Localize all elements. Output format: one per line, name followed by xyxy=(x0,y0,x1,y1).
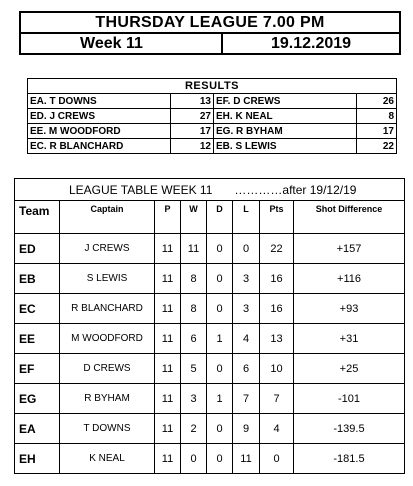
result-row xyxy=(28,139,397,154)
table-row xyxy=(15,324,405,354)
league-column-headers xyxy=(15,201,405,234)
table-row xyxy=(15,414,405,444)
result-left-score: 17 xyxy=(171,124,214,139)
played-value: 11 xyxy=(155,294,181,324)
team-code: EB xyxy=(15,264,60,294)
lost-value: 3 xyxy=(233,294,260,324)
col-played: P xyxy=(155,201,181,234)
drawn-value: 1 xyxy=(207,324,233,354)
result-left-name: ED. J CREWS xyxy=(28,109,171,124)
col-lost: L xyxy=(233,201,260,234)
captain-name: R BLANCHARD xyxy=(60,294,155,324)
shot-difference-value: +93 xyxy=(294,294,405,324)
team-code: EC xyxy=(15,294,60,324)
league-heading-date: …………after 19/12/19 xyxy=(234,182,357,197)
league-heading-title: LEAGUE TABLE WEEK 11 xyxy=(69,182,213,197)
team-code: EH xyxy=(15,444,60,474)
drawn-value: 0 xyxy=(207,294,233,324)
result-right-name: EG. R BYHAM xyxy=(214,124,357,139)
shot-difference-value: +31 xyxy=(294,324,405,354)
shot-difference-value: +25 xyxy=(294,354,405,384)
result-row xyxy=(28,109,397,124)
league-heading xyxy=(15,179,405,201)
result-right-score: 22 xyxy=(357,139,397,154)
captain-name: R BYHAM xyxy=(60,384,155,414)
lost-value: 0 xyxy=(233,234,260,264)
played-value: 11 xyxy=(155,354,181,384)
won-value: 3 xyxy=(181,384,207,414)
result-right-score: 26 xyxy=(357,94,397,109)
results-table xyxy=(27,78,397,154)
table-row xyxy=(15,354,405,384)
col-drawn: D xyxy=(207,201,233,234)
result-right-name: EH. K NEAL xyxy=(214,109,357,124)
shot-difference-value: -101 xyxy=(294,384,405,414)
week-label: Week 11 xyxy=(20,33,222,54)
result-row xyxy=(28,94,397,109)
drawn-value: 1 xyxy=(207,384,233,414)
played-value: 11 xyxy=(155,234,181,264)
result-left-score: 12 xyxy=(171,139,214,154)
shot-difference-value: -181.5 xyxy=(294,444,405,474)
won-value: 2 xyxy=(181,414,207,444)
points-value: 4 xyxy=(260,414,294,444)
result-right-score: 17 xyxy=(357,124,397,139)
won-value: 6 xyxy=(181,324,207,354)
result-row xyxy=(28,124,397,139)
result-left-name: EA. T DOWNS xyxy=(28,94,171,109)
lost-value: 4 xyxy=(233,324,260,354)
drawn-value: 0 xyxy=(207,354,233,384)
result-right-name: EF. D CREWS xyxy=(214,94,357,109)
col-won: W xyxy=(181,201,207,234)
played-value: 11 xyxy=(155,444,181,474)
won-value: 5 xyxy=(181,354,207,384)
played-value: 11 xyxy=(155,324,181,354)
drawn-value: 0 xyxy=(207,234,233,264)
captain-name: D CREWS xyxy=(60,354,155,384)
lost-value: 11 xyxy=(233,444,260,474)
team-code: EA xyxy=(15,414,60,444)
col-points: Pts xyxy=(260,201,294,234)
captain-name: M WOODFORD xyxy=(60,324,155,354)
result-right-name: EB. S LEWIS xyxy=(214,139,357,154)
captain-name: J CREWS xyxy=(60,234,155,264)
points-value: 16 xyxy=(260,264,294,294)
lost-value: 6 xyxy=(233,354,260,384)
points-value: 7 xyxy=(260,384,294,414)
table-row xyxy=(15,384,405,414)
points-value: 13 xyxy=(260,324,294,354)
date-label: 19.12.2019 xyxy=(222,33,400,54)
won-value: 8 xyxy=(181,294,207,324)
drawn-value: 0 xyxy=(207,414,233,444)
result-left-name: EE. M WOODFORD xyxy=(28,124,171,139)
points-value: 16 xyxy=(260,294,294,324)
shot-difference-value: +157 xyxy=(294,234,405,264)
table-row xyxy=(15,444,405,474)
team-code: ED xyxy=(15,234,60,264)
lost-value: 7 xyxy=(233,384,260,414)
team-code: EF xyxy=(15,354,60,384)
captain-name: T DOWNS xyxy=(60,414,155,444)
league-title: THURSDAY LEAGUE 7.00 PM xyxy=(20,12,400,33)
header-table xyxy=(19,11,401,55)
captain-name: S LEWIS xyxy=(60,264,155,294)
table-row xyxy=(15,294,405,324)
won-value: 0 xyxy=(181,444,207,474)
team-code: EG xyxy=(15,384,60,414)
shot-difference-value: +116 xyxy=(294,264,405,294)
result-left-score: 27 xyxy=(171,109,214,124)
lost-value: 3 xyxy=(233,264,260,294)
drawn-value: 0 xyxy=(207,444,233,474)
shot-difference-value: -139.5 xyxy=(294,414,405,444)
col-captain: Captain xyxy=(60,201,155,234)
points-value: 10 xyxy=(260,354,294,384)
league-table xyxy=(14,178,405,474)
table-row xyxy=(15,264,405,294)
captain-name: K NEAL xyxy=(60,444,155,474)
played-value: 11 xyxy=(155,414,181,444)
team-code: EE xyxy=(15,324,60,354)
result-left-name: EC. R BLANCHARD xyxy=(28,139,171,154)
result-left-score: 13 xyxy=(171,94,214,109)
points-value: 0 xyxy=(260,444,294,474)
points-value: 22 xyxy=(260,234,294,264)
drawn-value: 0 xyxy=(207,264,233,294)
col-team: Team xyxy=(15,201,60,234)
col-shot-difference: Shot Difference xyxy=(294,201,405,234)
lost-value: 9 xyxy=(233,414,260,444)
won-value: 8 xyxy=(181,264,207,294)
table-row xyxy=(15,234,405,264)
won-value: 11 xyxy=(181,234,207,264)
played-value: 11 xyxy=(155,264,181,294)
played-value: 11 xyxy=(155,384,181,414)
result-right-score: 8 xyxy=(357,109,397,124)
results-heading: RESULTS xyxy=(28,79,397,94)
